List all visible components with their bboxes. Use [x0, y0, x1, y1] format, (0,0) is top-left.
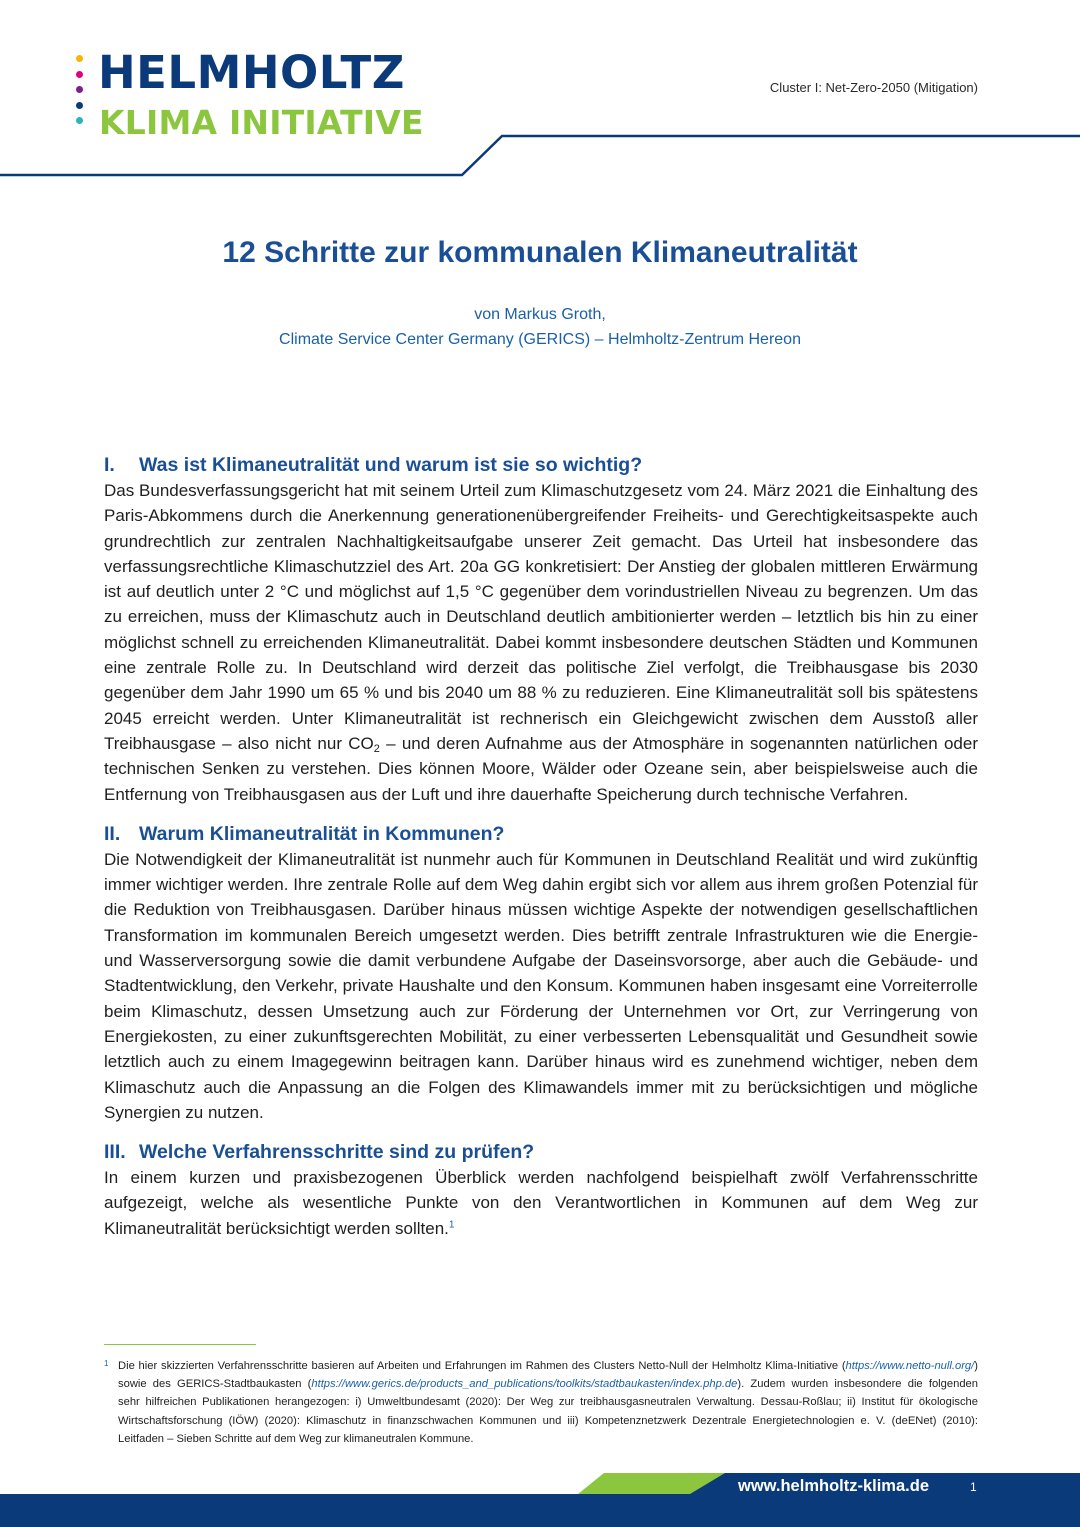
footnote-number: 1	[104, 1359, 109, 1368]
section-body	[104, 478, 978, 807]
stadtbaukasten-link[interactable]: https://www.gerics.de/products_and_publications/toolkits/stadtbaukasten/index.php.de	[311, 1378, 738, 1391]
footer-website-link[interactable]: www.helmholtz-klima.de	[738, 1477, 929, 1495]
logo-dot	[76, 86, 83, 93]
section-body: Die Notwendigkeit der Klimaneutralität ist nunmehr auch für Kommunen in Deutschland Realität und wird zukünftig immer wichtiger werden. Ihre zentrale Rolle auf dem Weg dahin ergibt sich vor allem aus ihrem großen Potenzial für die Reduktion von Treibhausgasen. Darüber hinaus müssen wichtige Aspekte der notwendigen gesellschaftlichen Transformation im kommunalen Bereich umgesetzt werden. Dies betrifft zentrale Infrastrukturen wie die Energie- und Wasserversorgung sowie die damit verbundene Aufgabe der Daseinsvorsorge, aber auch die Gebäude- und Stadtentwicklung, den Verkehr, private Haushalte und den Konsum. Kommunen haben insgesamt eine Vorreiterrolle beim Klimaschutz, dessen Umsetzung auch zur Förderung der Unternehmen vor Ort, zur Verringerung von Energiekosten, zu einer zukunftsgerechten Mobilität, zu einer verbesserten Lebensqualität und Gesundheit sowie letztlich auch zu einem Imagegewinn beitragen kann. Darüber hinaus wird es zunehmend wichtiger, neben dem Klimaschutz auch die Anpassung an die Folgen des Klimawandels immer mit zu berücksichtigen und mögliche Synergien zu nutzen.	[104, 849, 978, 1122]
section-number: II.	[104, 822, 121, 845]
section-text: Das Bundesverfassungsgericht hat mit seinem Urteil zum Klimaschutzgesetz vom 24. März 2021 die Einhaltung des Paris-Abkommens durch die Anerkennung generationenübergreifender Freiheits- und Gerechtigkeitsaspekte auch grundrechtlich zur zentralen Nachhaltigkeitsaufgabe unserer Zeit gemacht. Das Urteil hat insbesondere das verfassungsrechtliche Klimaschutzziel des Art. 20a GG konkretisiert: Der Anstieg der globalen mittleren Erwärmung ist auf deutlich unter 2 °C und möglichst auf 1,5 °C gegenüber dem vorindustriellen Niveau zu begrenzen. Um das zu erreichen, muss der Klimaschutz auch in Deutschland deutlich ambitionierter werden – letztlich bis hin zu einer möglichst schnell zu erreichenden Klimaneutralität. Dabei kommt insbesondere deutschen Städten und Kommunen eine zentrale Rolle zu. In Deutschland wird derzeit das politische Ziel verfolgt, die Treibhausgase bis 2030 gegenüber dem Jahr 1990 um 65 % und bis 2040 um 88 % zu reduzieren. Eine Klimaneutralität soll bis spätestens 2045 erreicht werden. Unter Klimaneutralität ist rechnerisch ein Gleichgewicht zwischen dem Ausstoß aller Treibhausgase – also nicht nur CO	[104, 481, 978, 753]
co2-subscript: 2	[373, 742, 380, 755]
section-title: Warum Klimaneutralität in Kommunen?	[139, 822, 505, 845]
section-title: Was ist Klimaneutralität und warum ist sie so wichtig?	[139, 454, 643, 476]
footnote-text-part: ) sowie des GERICS-Stadtbaukasten (	[118, 1360, 978, 1391]
footnote-ref[interactable]: 1	[448, 1219, 455, 1231]
section-body	[104, 1165, 978, 1241]
netto-null-link[interactable]: https://www.netto-null.org/	[845, 1360, 975, 1372]
logo-dots	[76, 55, 86, 133]
logo-dot	[76, 55, 83, 62]
section-heading	[104, 452, 978, 478]
author-line: von Markus Groth,	[474, 306, 606, 323]
section-number: I.	[104, 454, 115, 476]
section-text: In einem kurzen und praxisbezogenen Überblick werden nachfolgend beispielhaft zwölf Verfahrensschritte aufgezeigt, welche als wesentliche Punkte von den Verantwortlichen in Kommunen auf dem Weg zur Klimaneutralität berücksichtigt werden sollten.	[104, 1168, 978, 1238]
footnote	[104, 1357, 978, 1448]
footnote-divider	[104, 1344, 256, 1345]
main-content	[104, 452, 978, 1255]
cluster-label: Cluster I: Net-Zero-2050 (Mitigation)	[769, 80, 978, 95]
affiliation-line: Climate Service Center Germany (GERICS) – Helmholtz-Zentrum Hereon	[279, 331, 801, 348]
section-text: – und deren Aufnahme aus der Atmosphäre in sogenannten natürlichen oder technischen Senken zu verstehen. Dies können Moore, Wälder oder Ozeane sein, aber beispielsweise auch die Entfernung von Treibhausgasen aus der Luft und ihre dauerhafte Speicherung durch technische Verfahren.	[104, 733, 978, 804]
footnote-text-part: ). Zudem wurden insbesondere die folgenden sehr hilfreichen Publikationen herangezogen: i) Umweltbundesamt (2020): Der Weg zur treibhausgasneutralen Verwaltung. Dessau-Roßlau; ii) Institut für ökologische Wirtschaftsforschung (IÖW) (2020): Klimaschutz in finanzschwachen Kommunen und iii) Kompetenznetzwerk Dezentrale Energietechnologien e. V. (deENet) (2010): Leitfaden – Sieben Schritte auf dem Weg zur klimaneutralen Kommune.	[118, 1378, 979, 1445]
logo-klima-initiative: KLIMA INITIATIVE	[99, 103, 424, 142]
logo-dot	[76, 71, 83, 78]
section-number: III.	[104, 1141, 126, 1164]
page-title: 12 Schritte zur kommunalen Klimaneutralität	[222, 236, 858, 269]
page-number: 1	[970, 1480, 977, 1494]
section-heading	[104, 821, 978, 847]
section-1	[104, 452, 978, 807]
logo-helmholtz: HELMHOLTZ	[98, 46, 405, 99]
section-heading	[104, 1139, 978, 1165]
footnote-text-part: Die hier skizzierten Verfahrensschritte basieren auf Arbeiten und Erfahrungen im Rahmen des Clusters Netto-Null der Helmholtz Klima-Initiative (	[118, 1360, 846, 1372]
byline	[0, 302, 1080, 352]
section-title: Welche Verfahrensschritte sind zu prüfen?	[139, 1141, 535, 1164]
section-2	[104, 821, 978, 1125]
logo-dot	[76, 117, 83, 124]
page-header	[0, 0, 1080, 190]
section-3	[104, 1139, 978, 1241]
logo-dot	[76, 102, 83, 109]
footnote-text	[118, 1357, 978, 1448]
